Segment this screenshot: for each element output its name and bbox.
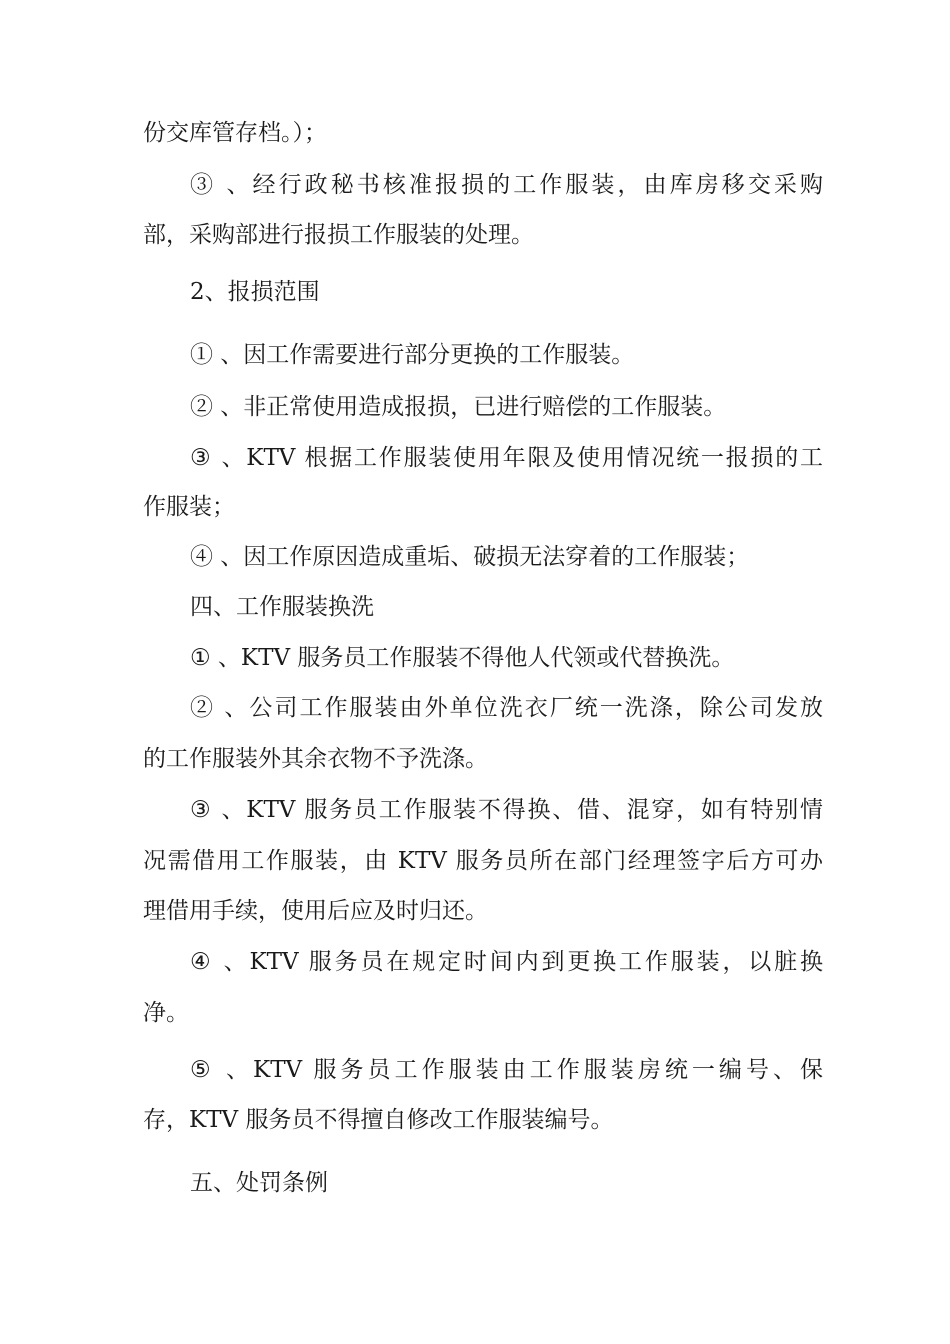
text-line: ⑤ 、KTV 服务员工作服装由工作服装房统一编号、保 [190, 1057, 823, 1083]
text-line: ② 、非正常使用造成报损，已进行赔偿的工作服装。 [190, 394, 727, 420]
text-line: ① 、KTV 服务员工作服装不得他人代领或代替换洗。 [190, 645, 735, 671]
text-line: ④ 、KTV 服务员在规定时间内到更换工作服装，以脏换 [190, 949, 823, 975]
text-line: 份交库管存档。）； [143, 120, 327, 146]
section-heading: 五、处罚条例 [190, 1170, 328, 1196]
text-line: ③ 、KTV 服务员工作服装不得换、借、混穿，如有特别情 [190, 797, 823, 823]
text-line: 存，KTV 服务员不得擅自修改工作服装编号。 [143, 1107, 614, 1133]
text-line: ① 、因工作需要进行部分更换的工作服装。 [190, 342, 635, 368]
section-heading: 四、工作服装换洗 [190, 594, 374, 620]
text-line: 理借用手续，使用后应及时归还。 [143, 898, 488, 924]
text-line: 作服装； [143, 494, 235, 520]
text-line: 的工作服装外其余衣物不予洗涤。 [143, 746, 488, 772]
text-line: 净。 [143, 1000, 189, 1026]
text-line: ③ 、经行政秘书核准报损的工作服装，由库房移交采购 [190, 172, 823, 198]
text-line: ③ 、KTV 根据工作服装使用年限及使用情况统一报损的工 [190, 445, 823, 471]
text-line: ④ 、因工作原因造成重垢、破损无法穿着的工作服装； [190, 544, 750, 570]
text-line: ② 、公司工作服装由外单位洗衣厂统一洗涤，除公司发放 [190, 695, 823, 721]
text-line: 部，采购部进行报损工作服装的处理。 [143, 222, 534, 248]
text-line: 况需借用工作服装，由 KTV 服务员所在部门经理签字后方可办 [143, 848, 823, 874]
section-heading: 2、报损范围 [190, 279, 320, 305]
